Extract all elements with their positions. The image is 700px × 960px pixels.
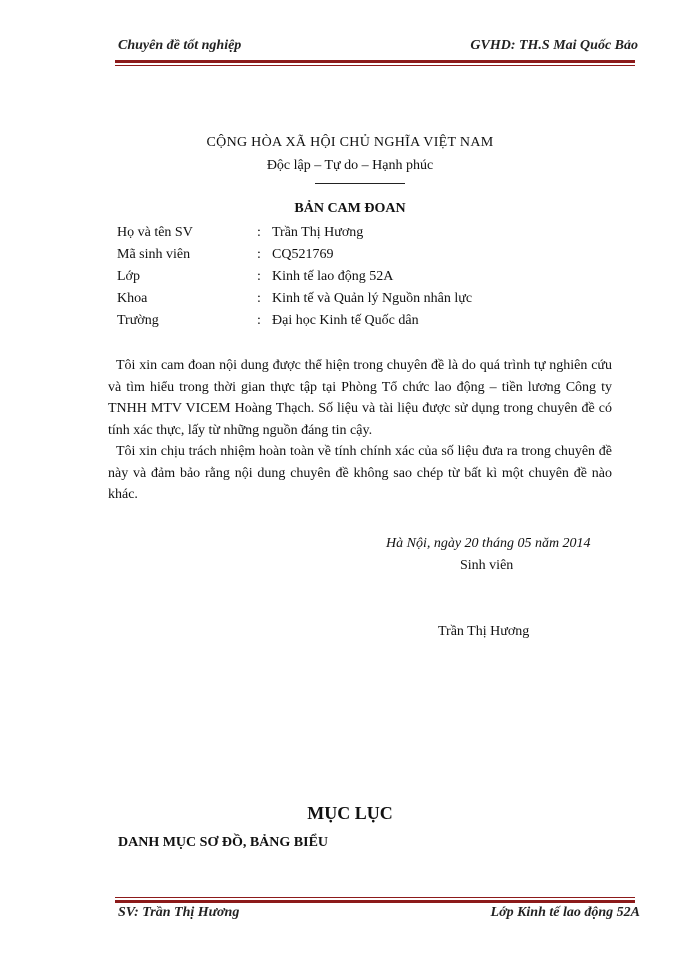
declaration-paragraph-1: Tôi xin cam đoan nội dung được thể hiện trong chuyên đề là do quá trình tự nghiên cứu và tìm hiểu trong thời gian thực tập tại Phòng Tổ chức lao động – tiền lương Công ty TNHH MTV VICEM Hoàng Thạch. Số liệu và tài liệu được sử dụng trong chuyên đề có tính xác thực, lấy từ những nguồn đáng tin cậy.	[108, 358, 612, 438]
info-label: Trường	[117, 313, 159, 328]
info-label: Lớp	[117, 269, 140, 284]
header-rule-thin	[115, 65, 635, 66]
info-row-name	[117, 222, 617, 244]
toc-first-item: DANH MỤC SƠ ĐỒ, BẢNG BIỂU	[118, 835, 329, 850]
header-left: Chuyên đề tốt nghiệp	[118, 38, 242, 53]
toc-title: MỤC LỤC	[307, 803, 393, 823]
info-separator: :	[257, 269, 261, 284]
info-row-student-id	[117, 244, 617, 266]
info-separator: :	[257, 247, 261, 262]
info-separator: :	[257, 291, 261, 306]
signature-role: Sinh viên	[460, 558, 514, 573]
header-rule-thick	[115, 60, 635, 63]
info-separator: :	[257, 225, 261, 240]
info-label: Khoa	[117, 291, 148, 306]
info-label: Họ và tên SV	[117, 225, 193, 240]
info-separator: :	[257, 313, 261, 328]
slogan: Độc lập – Tự do – Hạnh phúc	[266, 158, 434, 173]
country-name: CỘNG HÒA XÃ HỘI CHỦ NGHĨA VIỆT NAM	[206, 135, 494, 150]
document-title: BẢN CAM ĐOAN	[294, 201, 406, 216]
info-row-class	[117, 266, 617, 288]
header-right: GVHD: TH.S Mai Quốc Bảo	[470, 38, 638, 53]
place-date: Hà Nội, ngày 20 tháng 05 năm 2014	[386, 536, 591, 551]
slogan-underline	[315, 183, 405, 184]
footer-rule-thick	[115, 900, 635, 903]
info-row-university	[117, 310, 617, 332]
declaration-paragraph-2: Tôi xin chịu trách nhiệm hoàn toàn về tính chính xác của số liệu đưa ra trong chuyên đề này và đảm bảo rằng nội dung chuyên đề không sao chép từ bất kì một chuyên đề nào khác.	[108, 444, 612, 502]
info-label: Mã sinh viên	[117, 247, 191, 262]
info-value: CQ521769	[272, 247, 334, 262]
info-value: Trần Thị Hương	[272, 225, 364, 240]
footer-left: SV: Trần Thị Hương	[118, 905, 240, 920]
signature-name: Trần Thị Hương	[438, 624, 530, 639]
info-value: Kinh tế và Quản lý Nguồn nhân lực	[272, 291, 473, 306]
footer-rule-thin	[115, 897, 635, 898]
info-row-faculty	[117, 288, 617, 310]
info-value: Đại học Kinh tế Quốc dân	[272, 313, 419, 328]
info-value: Kinh tế lao động 52A	[272, 269, 394, 284]
footer-right: Lớp Kinh tế lao động 52A	[490, 905, 640, 920]
